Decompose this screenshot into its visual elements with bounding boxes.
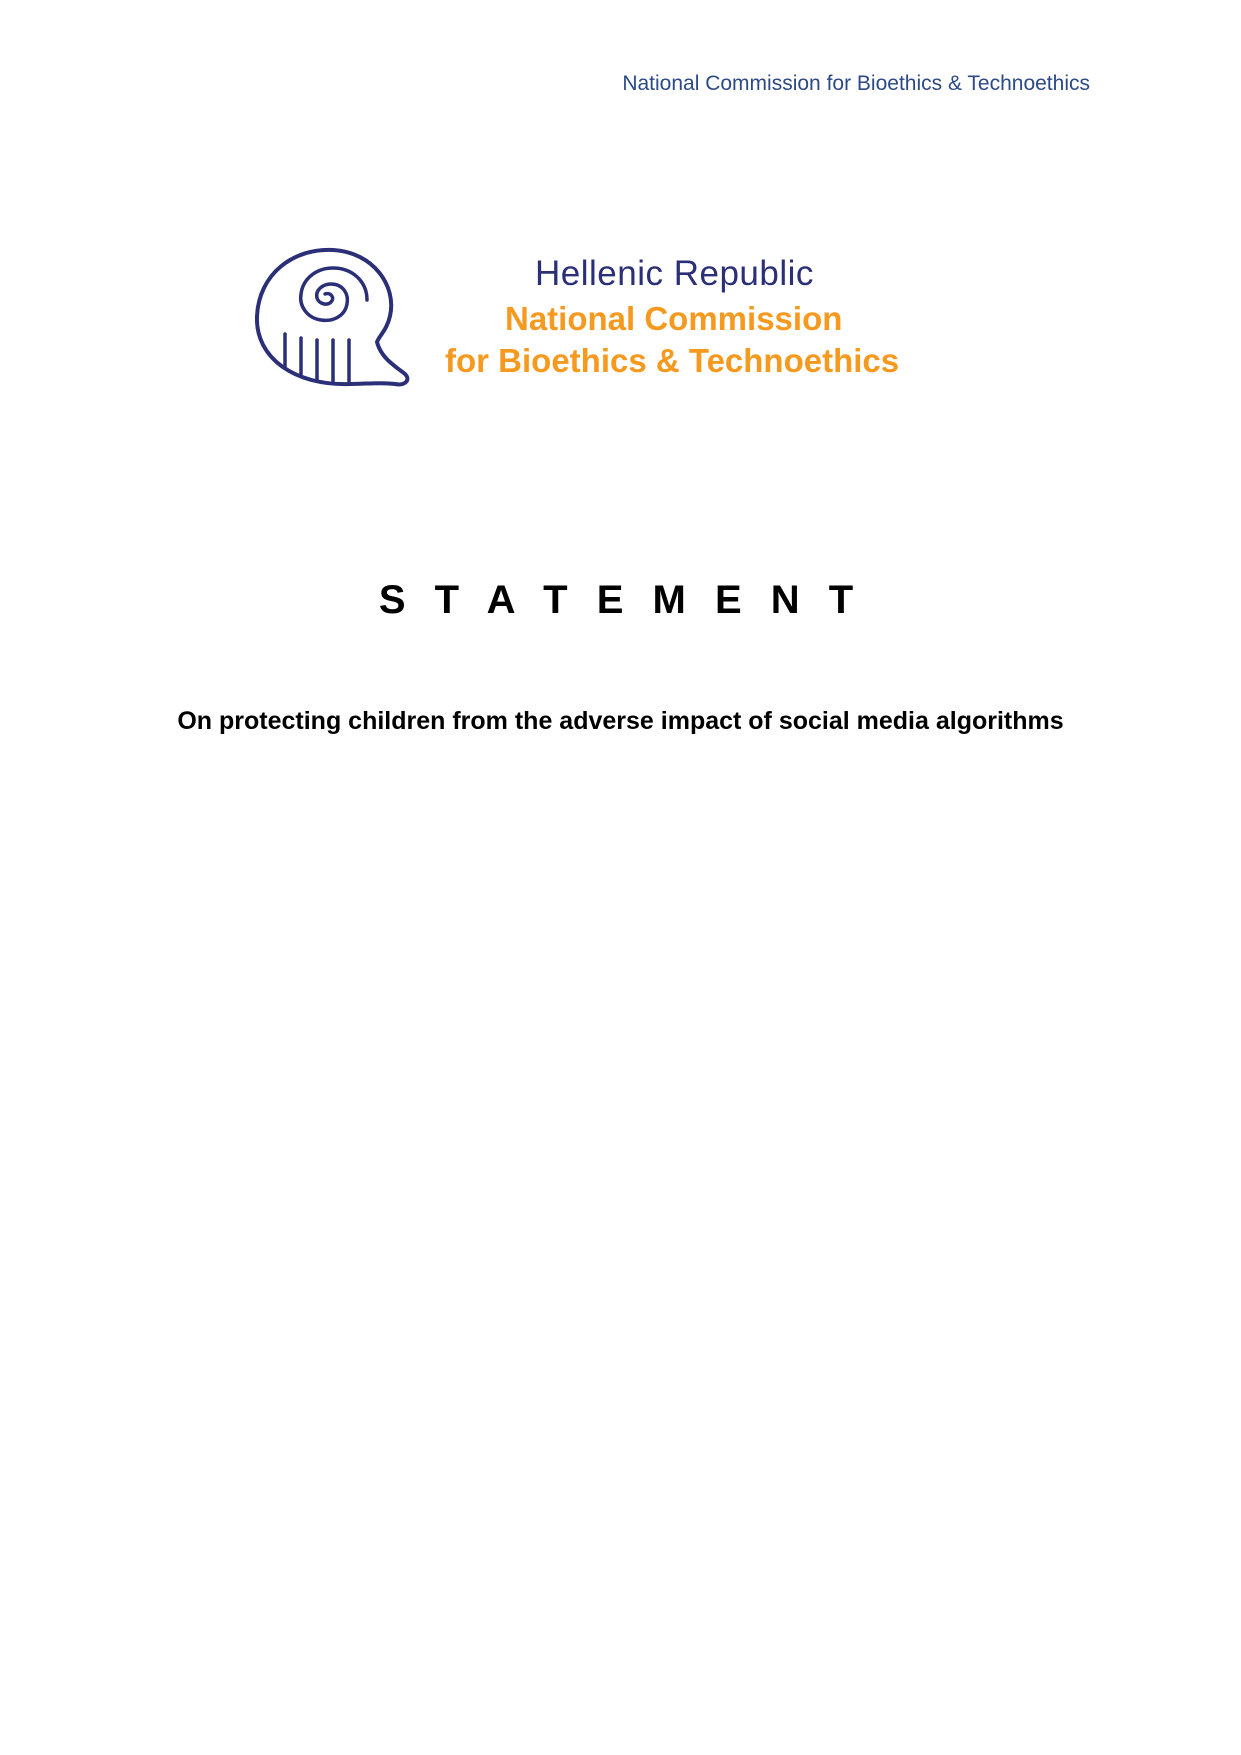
logo-line-hellenic-republic: Hellenic Republic (535, 254, 814, 293)
logo-line-bioethics-technoethics: for Bioethics & Technoethics (445, 342, 900, 379)
document-subtitle: On protecting children from the adverse impact of social media algorithms (177, 707, 1064, 735)
running-header: National Commission for Bioethics & Technoethics (622, 72, 1090, 95)
ionic-volute-spiral-icon (255, 246, 435, 396)
document-title: S T A T E M E N T (378, 578, 863, 622)
commission-logo (255, 246, 1000, 396)
logo-line-national-commission: National Commission (505, 300, 843, 337)
